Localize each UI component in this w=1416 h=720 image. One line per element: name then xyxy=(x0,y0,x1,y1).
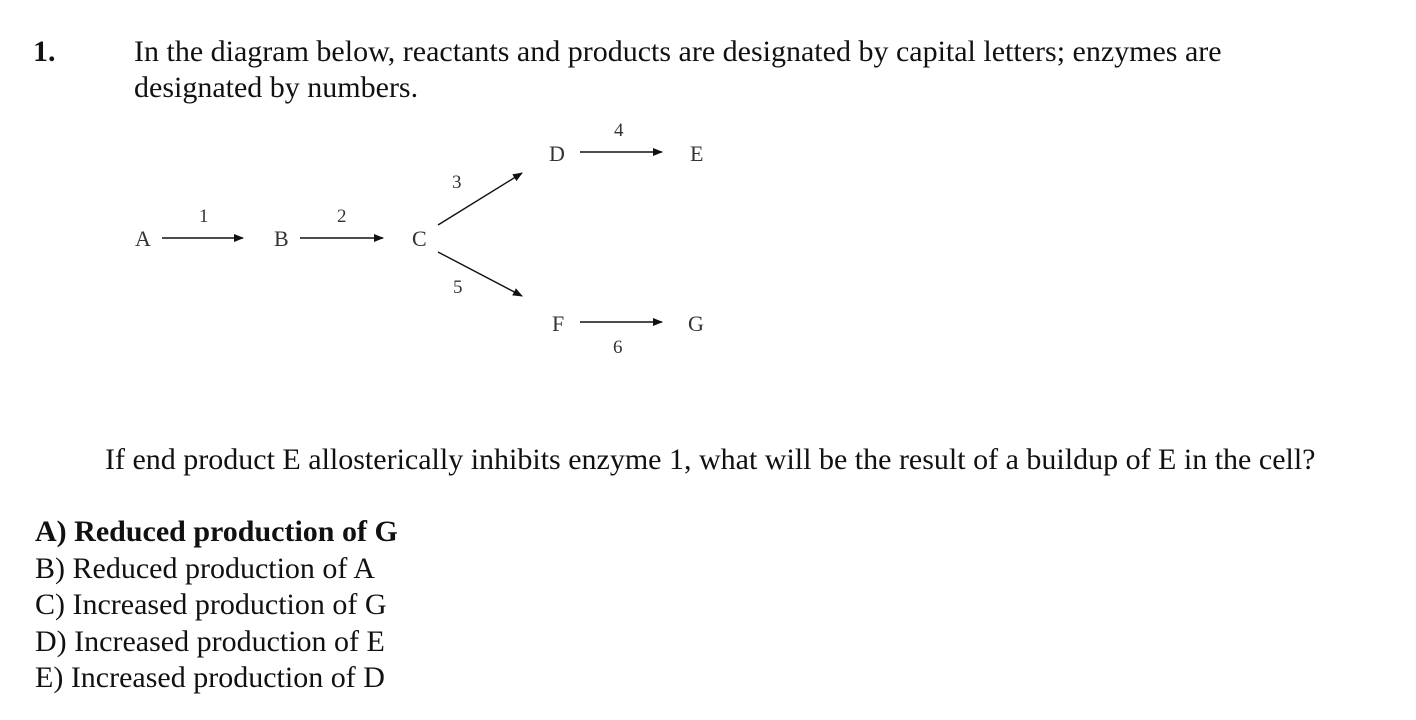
node-b: B xyxy=(274,226,289,251)
arrow-c-to-d xyxy=(438,173,522,225)
question-number: 1. xyxy=(33,35,56,68)
arrow-c-to-f xyxy=(438,252,522,296)
node-a: A xyxy=(135,226,151,251)
enzyme-3-label: 3 xyxy=(452,172,462,193)
node-c: C xyxy=(412,226,427,251)
enzyme-4-label: 4 xyxy=(614,120,624,141)
node-d: D xyxy=(549,141,565,166)
choice-a: A) Reduced production of G xyxy=(35,515,398,548)
node-e: E xyxy=(690,141,704,166)
question-text: If end product E allosterically inhibits enzyme 1, what will be the result of a buildup of E in the cell? xyxy=(105,443,1316,476)
question-prompt: In the diagram below, reactants and products are designated by capital letters; enzymes are designated by numbers. xyxy=(134,35,1222,104)
node-f: F xyxy=(552,311,565,336)
answer-choices xyxy=(35,514,398,697)
enzyme-6-label: 6 xyxy=(613,337,623,358)
choice-d: D) Increased production of E xyxy=(35,624,385,658)
choice-e: E) Increased production of D xyxy=(35,661,385,694)
enzyme-2-label: 2 xyxy=(337,206,347,227)
choice-c: C) Increased production of G xyxy=(35,588,387,621)
enzyme-1-label: 1 xyxy=(199,206,209,227)
choice-b: B) Reduced production of A xyxy=(35,551,375,585)
enzyme-5-label: 5 xyxy=(453,277,463,298)
node-g: G xyxy=(688,311,704,336)
